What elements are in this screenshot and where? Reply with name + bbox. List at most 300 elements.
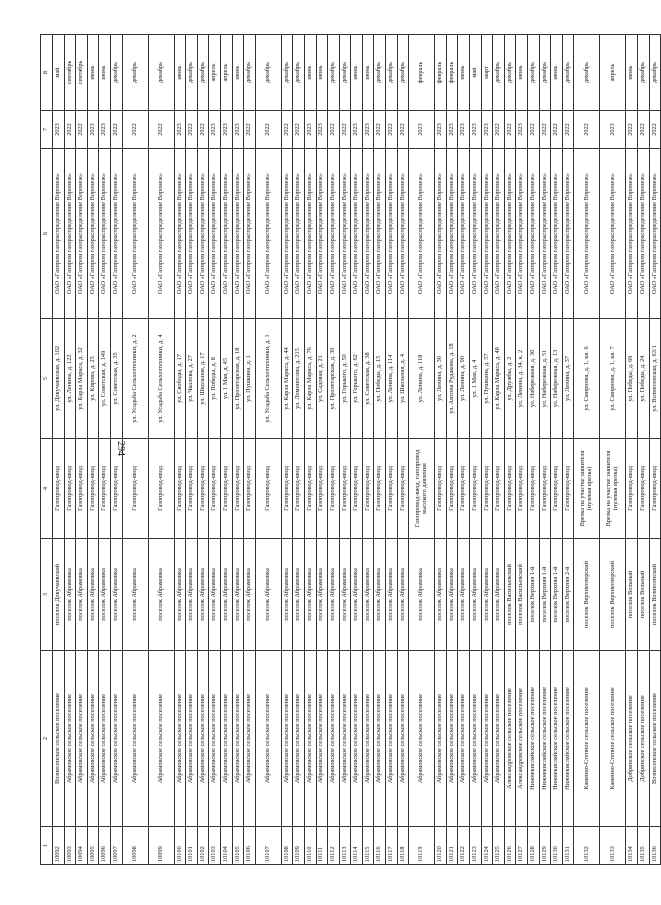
address-cell: ул. Смирнова, д. 1, кв. 7: [600, 319, 626, 439]
row-id-cell: 10106: [244, 827, 256, 865]
table-row: [528, 35, 540, 865]
locality-cell: поселок Докучаевский: [53, 539, 65, 651]
year-cell: 2022: [504, 111, 516, 149]
row-id-cell: 10104: [220, 827, 232, 865]
row-id-cell: 10121: [446, 827, 458, 865]
table-row: [649, 35, 661, 865]
settlement-cell: Абрамовское сельское поселение: [87, 651, 99, 827]
object-type-cell: Газопровод-ввод: [174, 439, 186, 539]
address-cell: ул. Победы, д. 24: [637, 319, 649, 439]
year-cell: 2022: [339, 111, 351, 149]
settlement-cell: Нижнекисляйское сельское поселение: [562, 651, 574, 827]
month-cell: апрель: [220, 35, 232, 111]
address-cell: ул. Набережная, д. 36: [528, 319, 540, 439]
object-type-cell: Газопровод-ввод: [232, 439, 244, 539]
col-header: 5: [41, 319, 53, 439]
month-cell: февраль: [409, 35, 435, 111]
organization-cell: ОАО «Газпром газораспределение Воронеж»: [232, 149, 244, 319]
table-row: [470, 35, 482, 865]
year-cell: 2023: [87, 111, 99, 149]
row-id-cell: 10126: [504, 827, 516, 865]
address-cell: ул. Кирова, д. 25: [87, 319, 99, 439]
organization-cell: ОАО «Газпром газораспределение Воронеж»: [186, 149, 198, 319]
year-cell: 2023: [232, 111, 244, 149]
object-type-cell: Газопровод-ввод: [458, 439, 470, 539]
locality-cell: поселок Абрамовка: [197, 539, 209, 651]
object-type-cell: Газопровод-ввод: [304, 439, 316, 539]
settlement-cell: Абрамовское сельское поселение: [281, 651, 293, 827]
year-cell: 2023: [362, 111, 374, 149]
table-row: [174, 35, 186, 865]
year-cell: 2022: [551, 111, 563, 149]
object-type-cell: Газопровод-ввод, газопровод высокого давления: [409, 439, 435, 539]
month-cell: июнь: [516, 35, 528, 111]
settlement-cell: Абрамовское сельское поселение: [304, 651, 316, 827]
organization-cell: ОАО «Газпром газораспределение Воронеж»: [351, 149, 363, 319]
table-row: [397, 35, 409, 865]
year-cell: 2022: [539, 111, 551, 149]
locality-cell: поселок Васильевский: [516, 539, 528, 651]
table-row: [220, 35, 232, 865]
settlement-cell: Абрамовское сельское поселение: [351, 651, 363, 827]
table-row: [304, 35, 316, 865]
organization-cell: ОАО «Газпром газораспределение Воронеж»: [328, 149, 340, 319]
address-cell: ул. Набережная, д. 51: [539, 319, 551, 439]
month-cell: декабрь: [397, 35, 409, 111]
object-type-cell: Газопровод-ввод: [197, 439, 209, 539]
year-cell: 2022: [626, 111, 638, 149]
table-row: [362, 35, 374, 865]
address-cell: ул. Ленина, д. 122: [64, 319, 76, 439]
year-cell: 2022: [148, 111, 174, 149]
year-cell: 2023: [316, 111, 328, 149]
settlement-cell: Абрамовское сельское поселение: [255, 651, 281, 827]
table-row: [232, 35, 244, 865]
table-row: [122, 35, 148, 865]
object-type-cell: Газопровод-ввод: [186, 439, 198, 539]
object-type-cell: Газопровод-ввод: [351, 439, 363, 539]
address-cell: ул. Советская, д. 38: [362, 319, 374, 439]
month-cell: март: [481, 35, 493, 111]
address-cell: ул. Докучаевская, д. 102: [53, 319, 65, 439]
locality-cell: поселок Абрамовка: [386, 539, 398, 651]
year-cell: 2022: [574, 111, 600, 149]
organization-cell: ОАО «Газпром газораспределение Воронеж»: [87, 149, 99, 319]
year-cell: 2022: [293, 111, 305, 149]
organization-cell: ОАО «Газпром газораспределение Воронеж»: [209, 149, 221, 319]
month-cell: декабрь: [539, 35, 551, 111]
object-type-cell: Газопровод-ввод: [362, 439, 374, 539]
table-row: [339, 35, 351, 865]
object-type-cell: Газопровод-ввод: [528, 439, 540, 539]
locality-cell: поселок Верхнеозерский: [574, 539, 600, 651]
year-cell: 2022: [637, 111, 649, 149]
row-id-cell: 10103: [209, 827, 221, 865]
locality-cell: поселок Абрамовка: [148, 539, 174, 651]
organization-cell: ОАО «Газпром газораспределение Воронеж»: [316, 149, 328, 319]
locality-cell: поселок Вознесенский: [649, 539, 661, 651]
table-row: [53, 35, 65, 865]
address-cell: ул. Антона Рудакова, д. 18: [446, 319, 458, 439]
table-row: [293, 35, 305, 865]
settlement-cell: Абрамовское сельское поселение: [386, 651, 398, 827]
object-type-cell: Врезка на участке заявителя (нулевая врезка): [600, 439, 626, 539]
year-cell: 2022: [649, 111, 661, 149]
col-header: 1: [41, 827, 53, 865]
row-id-cell: 10102: [197, 827, 209, 865]
month-cell: июнь: [87, 35, 99, 111]
table-row: [551, 35, 563, 865]
row-id-cell: 10112: [328, 827, 340, 865]
row-id-cell: 10099: [148, 827, 174, 865]
row-id-cell: 10118: [397, 827, 409, 865]
row-id-cell: 10114: [351, 827, 363, 865]
row-id-cell: 10124: [481, 827, 493, 865]
month-cell: декабрь: [122, 35, 148, 111]
year-cell: 2023: [470, 111, 482, 149]
organization-cell: ОАО «Газпром газораспределение Воронеж»: [99, 149, 111, 319]
organization-cell: ОАО «Газпром газораспределение Воронеж»: [409, 149, 435, 319]
settlement-cell: Абрамовское сельское поселение: [122, 651, 148, 827]
year-cell: 2022: [110, 111, 122, 149]
year-cell: 2022: [386, 111, 398, 149]
settlement-cell: Абрамовское сельское поселение: [148, 651, 174, 827]
address-cell: ул. Школьная, д. 4: [397, 319, 409, 439]
year-cell: 2023: [304, 111, 316, 149]
year-cell: 2022: [186, 111, 198, 149]
locality-cell: поселок Васильевский: [504, 539, 516, 651]
settlement-cell: Вознесенское сельское поселение: [53, 651, 65, 827]
address-cell: ул. Горького, д. 62: [351, 319, 363, 439]
object-type-cell: Газопровод-ввод: [328, 439, 340, 539]
address-cell: ул. Советская, д. 149: [99, 319, 111, 439]
locality-cell: поселок Абрамовка: [481, 539, 493, 651]
month-cell: февраль: [446, 35, 458, 111]
organization-cell: ОАО «Газпром газораспределение Воронеж»: [637, 149, 649, 319]
locality-cell: поселок Абрамовка: [220, 539, 232, 651]
year-cell: 2022: [528, 111, 540, 149]
table-row: [99, 35, 111, 865]
row-id-cell: 10105: [232, 827, 244, 865]
address-cell: ул. Победы, д. 8: [209, 319, 221, 439]
month-cell: декабрь: [528, 35, 540, 111]
table-row: [493, 35, 505, 865]
locality-cell: поселок Абрамовка: [110, 539, 122, 651]
locality-cell: поселок Верхняя 1-й: [539, 539, 551, 651]
year-cell: 2023: [209, 111, 221, 149]
year-cell: 2023: [53, 111, 65, 149]
settlement-cell: Абрамовское сельское поселение: [374, 651, 386, 827]
col-header: 4: [41, 439, 53, 539]
table-row: [281, 35, 293, 865]
year-cell: 2023: [409, 111, 435, 149]
locality-cell: поселок Абрамовка: [244, 539, 256, 651]
organization-cell: ОАО «Газпром газораспределение Воронеж»: [304, 149, 316, 319]
organization-cell: ОАО «Газпром газораспределение Воронеж»: [64, 149, 76, 319]
row-id-cell: 10107: [255, 827, 281, 865]
settlement-cell: Добринское сельское поселение: [637, 651, 649, 827]
address-cell: ул. Ленина, д. 114: [386, 319, 398, 439]
month-cell: июнь: [232, 35, 244, 111]
month-cell: декабрь: [148, 35, 174, 111]
row-id-cell: 10119: [409, 827, 435, 865]
month-cell: декабрь: [574, 35, 600, 111]
year-cell: 2022: [255, 111, 281, 149]
table-row: [64, 35, 76, 865]
locality-cell: поселок Верхняя 2-й: [562, 539, 574, 651]
settlement-cell: Абрамовское сельское поселение: [76, 651, 88, 827]
row-id-cell: 10113: [339, 827, 351, 865]
locality-cell: поселок Верхнеозерский: [600, 539, 626, 651]
object-type-cell: Газопровод-ввод: [281, 439, 293, 539]
row-id-cell: 10096: [99, 827, 111, 865]
address-cell: ул. Смирнова, д. 1, кв. 6: [574, 319, 600, 439]
organization-cell: ОАО «Газпром газораспределение Воронеж»: [374, 149, 386, 319]
table-row: [446, 35, 458, 865]
row-id-cell: 10098: [122, 827, 148, 865]
locality-cell: поселок Абрамовка: [255, 539, 281, 651]
organization-cell: ОАО «Газпром газораспределение Воронеж»: [220, 149, 232, 319]
organization-cell: ОАО «Газпром газораспределение Воронеж»: [458, 149, 470, 319]
locality-cell: поселок Абрамовка: [281, 539, 293, 651]
object-type-cell: Газопровод-ввод: [435, 439, 447, 539]
month-cell: июнь: [99, 35, 111, 111]
row-id-cell: 10097: [110, 827, 122, 865]
address-cell: ул. Свободы, д. 17: [174, 319, 186, 439]
settlement-cell: Абрамовское сельское поселение: [470, 651, 482, 827]
locality-cell: поселок Абрамовка: [328, 539, 340, 651]
year-cell: 2022: [64, 111, 76, 149]
locality-cell: поселок Абрамовка: [374, 539, 386, 651]
address-cell: ул. Садовая, д. 21: [316, 319, 328, 439]
object-type-cell: Газопровод-ввод: [122, 439, 148, 539]
month-cell: июнь: [362, 35, 374, 111]
table-row: [458, 35, 470, 865]
page-number: 294: [115, 441, 126, 456]
row-id-cell: 10136: [649, 827, 661, 865]
organization-cell: ОАО «Газпром газораспределение Воронеж»: [551, 149, 563, 319]
organization-cell: ОАО «Газпром газораспределение Воронеж»: [481, 149, 493, 319]
locality-cell: поселок Абрамовка: [470, 539, 482, 651]
locality-cell: поселок Абрамовка: [397, 539, 409, 651]
object-type-cell: Газопровод-ввод: [446, 439, 458, 539]
table-body: [53, 35, 661, 865]
organization-cell: ОАО «Газпром газораспределение Воронеж»: [600, 149, 626, 319]
row-id-cell: 10130: [551, 827, 563, 865]
address-cell: ул. Пролетарская, д. 18: [232, 319, 244, 439]
address-cell: ул. Дружбы, д. 2: [504, 319, 516, 439]
address-cell: ул. Карла Маркса, д. 32: [76, 319, 88, 439]
locality-cell: поселок Абрамовка: [339, 539, 351, 651]
settlement-cell: Абрамовское сельское поселение: [435, 651, 447, 827]
month-cell: май: [53, 35, 65, 111]
month-cell: декабрь: [649, 35, 661, 111]
address-cell: ул. Школьная, д. 17: [197, 319, 209, 439]
table-row: [244, 35, 256, 865]
locality-cell: поселок Вольный: [637, 539, 649, 651]
row-id-cell: 10128: [528, 827, 540, 865]
settlement-cell: Абрамовское сельское поселение: [232, 651, 244, 827]
row-id-cell: 10127: [516, 827, 528, 865]
row-id-cell: 10131: [562, 827, 574, 865]
locality-cell: поселок Абрамовка: [64, 539, 76, 651]
col-header: 7: [41, 111, 53, 149]
table-row: [374, 35, 386, 865]
year-cell: 2023: [435, 111, 447, 149]
row-id-cell: 10133: [600, 827, 626, 865]
settlement-cell: Вознесенское сельское поселение: [649, 651, 661, 827]
gas-connection-table: [40, 34, 661, 865]
month-cell: июнь: [316, 35, 328, 111]
month-cell: декабрь: [493, 35, 505, 111]
organization-cell: ОАО «Газпром газораспределение Воронеж»: [435, 149, 447, 319]
object-type-cell: Газопровод-ввод: [220, 439, 232, 539]
organization-cell: ОАО «Газпром газораспределение Воронеж»: [528, 149, 540, 319]
row-id-cell: 10135: [637, 827, 649, 865]
year-cell: 2022: [122, 111, 148, 149]
object-type-cell: Газопровод-ввод: [87, 439, 99, 539]
locality-cell: поселок Абрамовка: [351, 539, 363, 651]
settlement-cell: Нижнекисляйское сельское поселение: [551, 651, 563, 827]
object-type-cell: Газопровод-ввод: [293, 439, 305, 539]
row-id-cell: 10111: [316, 827, 328, 865]
month-cell: декабрь: [244, 35, 256, 111]
rotated-page: [40, 35, 658, 865]
object-type-cell: Газопровод-ввод: [493, 439, 505, 539]
object-type-cell: Газопровод-ввод: [386, 439, 398, 539]
locality-cell: поселок Абрамовка: [409, 539, 435, 651]
locality-cell: поселок Абрамовка: [435, 539, 447, 651]
object-type-cell: Газопровод-ввод: [255, 439, 281, 539]
object-type-cell: Газопровод-ввод: [316, 439, 328, 539]
month-cell: июнь: [174, 35, 186, 111]
object-type-cell: Газопровод-ввод: [637, 439, 649, 539]
year-cell: 2023: [351, 111, 363, 149]
table-row: [351, 35, 363, 865]
row-id-cell: 10123: [470, 827, 482, 865]
object-type-cell: Газопровод-ввод: [209, 439, 221, 539]
object-type-cell: Газопровод-ввод: [64, 439, 76, 539]
row-id-cell: 10093: [64, 827, 76, 865]
month-cell: декабрь: [339, 35, 351, 111]
organization-cell: ОАО «Газпром газораспределение Воронеж»: [255, 149, 281, 319]
month-cell: июнь: [626, 35, 638, 111]
table-row: [435, 35, 447, 865]
locality-cell: поселок Абрамовка: [316, 539, 328, 651]
address-cell: ул. Ленина, д. 118: [409, 319, 435, 439]
settlement-cell: Александровское сельское поселение: [516, 651, 528, 827]
organization-cell: ОАО «Газпром газораспределение Воронеж»: [362, 149, 374, 319]
year-cell: 2023: [600, 111, 626, 149]
object-type-cell: Газопровод-ввод: [562, 439, 574, 539]
address-cell: ул. Пушкина, д. 57: [481, 319, 493, 439]
object-type-cell: Газопровод-ввод: [504, 439, 516, 539]
table-row: [574, 35, 600, 865]
locality-cell: поселок Абрамовка: [458, 539, 470, 651]
table-row: [481, 35, 493, 865]
object-type-cell: Газопровод-ввод: [374, 439, 386, 539]
settlement-cell: Абрамовское сельское поселение: [362, 651, 374, 827]
table-row: [209, 35, 221, 865]
locality-cell: поселок Абрамовка: [174, 539, 186, 651]
address-cell: ул. Ломоносова, д. 215: [293, 319, 305, 439]
organization-cell: ОАО «Газпром газораспределение Воронеж»: [293, 149, 305, 319]
row-id-cell: 10125: [493, 827, 505, 865]
locality-cell: поселок Абрамовка: [87, 539, 99, 651]
col-header: 3: [41, 539, 53, 651]
row-id-cell: 10110: [304, 827, 316, 865]
address-cell: ул. Горького, д. 50: [339, 319, 351, 439]
settlement-cell: Абрамовское сельское поселение: [64, 651, 76, 827]
year-cell: 2022: [197, 111, 209, 149]
month-cell: декабрь: [562, 35, 574, 111]
organization-cell: ОАО «Газпром газораспределение Воронеж»: [504, 149, 516, 319]
year-cell: 2023: [99, 111, 111, 149]
locality-cell: поселок Абрамовка: [232, 539, 244, 651]
settlement-cell: Абрамовское сельское поселение: [209, 651, 221, 827]
address-cell: ул. Ленина, д. 90: [458, 319, 470, 439]
row-id-cell: 10132: [574, 827, 600, 865]
address-cell: ул. Пушкина, д. 1: [244, 319, 256, 439]
table-row: [600, 35, 626, 865]
settlement-cell: Абрамовское сельское поселение: [409, 651, 435, 827]
month-cell: декабрь: [386, 35, 398, 111]
settlement-cell: Абрамовское сельское поселение: [174, 651, 186, 827]
month-cell: декабрь: [281, 35, 293, 111]
locality-cell: поселок Абрамовка: [209, 539, 221, 651]
table-row: [197, 35, 209, 865]
table-row: [637, 35, 649, 865]
locality-cell: поселок Абрамовка: [304, 539, 316, 651]
col-header: 2: [41, 651, 53, 827]
locality-cell: поселок Абрамовка: [122, 539, 148, 651]
object-type-cell: Газопровод-ввод: [649, 439, 661, 539]
settlement-cell: Абрамовское сельское поселение: [481, 651, 493, 827]
object-type-cell: Газопровод-ввод: [339, 439, 351, 539]
organization-cell: ОАО «Газпром газораспределение Воронеж»: [539, 149, 551, 319]
year-cell: 2022: [562, 111, 574, 149]
year-cell: 2023: [481, 111, 493, 149]
month-cell: декабрь: [255, 35, 281, 111]
row-id-cell: 10094: [76, 827, 88, 865]
locality-cell: поселок Абрамовка: [76, 539, 88, 651]
organization-cell: ОАО «Газпром газораспределение Воронеж»: [110, 149, 122, 319]
organization-cell: ОАО «Газпром газораспределение Воронеж»: [281, 149, 293, 319]
header-row: [41, 35, 53, 865]
locality-cell: поселок Абрамовка: [293, 539, 305, 651]
address-cell: ул. Карла Маркса, д. 48: [493, 319, 505, 439]
settlement-cell: Нижнекисляйское сельское поселение: [528, 651, 540, 827]
object-type-cell: Газопровод-ввод: [53, 439, 65, 539]
object-type-cell: Газопровод-ввод: [110, 439, 122, 539]
object-type-cell: Врезка на участке заявителя (нулевая врезка): [574, 439, 600, 539]
address-cell: ул. Пролетарская, д. 30: [328, 319, 340, 439]
row-id-cell: 10109: [293, 827, 305, 865]
settlement-cell: Каменно-Степное сельское поселение: [600, 651, 626, 827]
table-row: [328, 35, 340, 865]
address-cell: ул. Советская, д. 35: [110, 319, 122, 439]
table-row: [186, 35, 198, 865]
settlement-cell: Абрамовское сельское поселение: [244, 651, 256, 827]
year-cell: 2023: [220, 111, 232, 149]
object-type-cell: Газопровод-ввод: [244, 439, 256, 539]
object-type-cell: Газопровод-ввод: [76, 439, 88, 539]
organization-cell: ОАО «Газпром газораспределение Воронеж»: [386, 149, 398, 319]
month-cell: июнь: [458, 35, 470, 111]
address-cell: ул. Ленина, д. 36: [435, 319, 447, 439]
row-id-cell: 10115: [362, 827, 374, 865]
table-row: [409, 35, 435, 865]
